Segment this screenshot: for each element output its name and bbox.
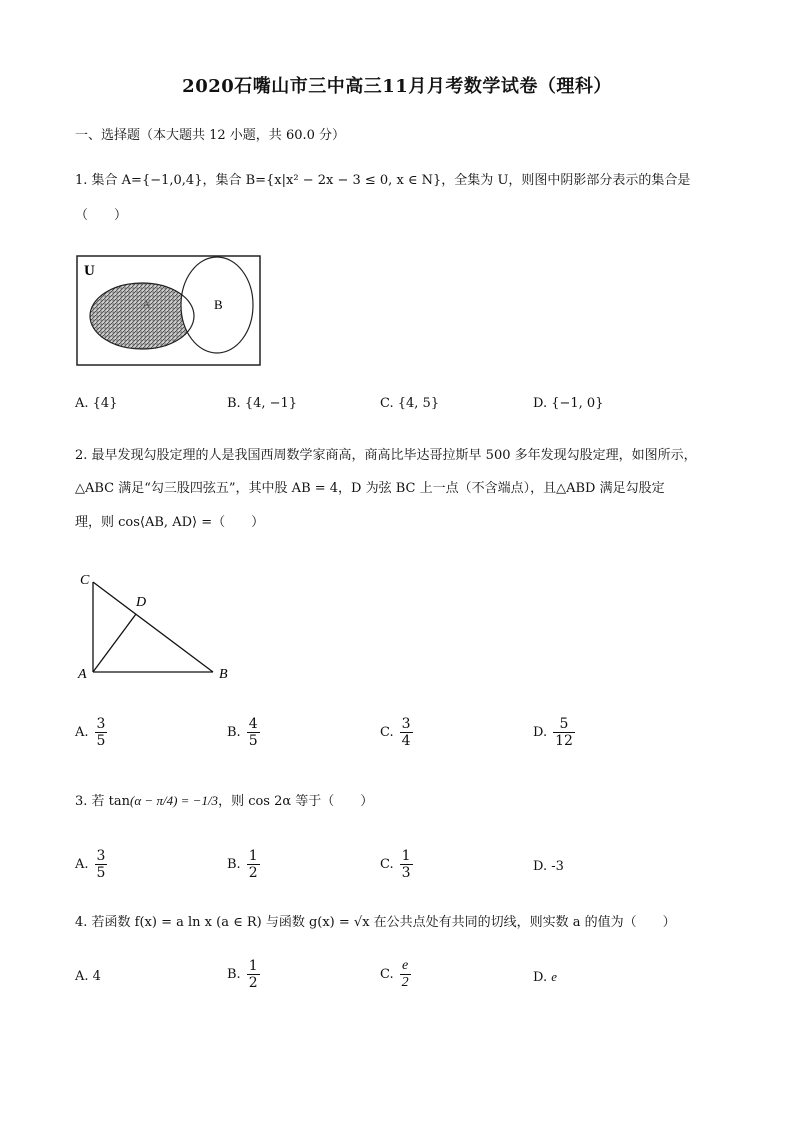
question-2-line-2: △ABC 满足“勾三股四弦五”，其中股 AB = 4，D 为弦 BC 上一点（不含端点），且△ABD 满足勾股定 — [75, 481, 665, 496]
q2-option-d: D. $\frac{5}{12}$ — [533, 716, 573, 749]
q1-option-d: D. {−1, 0} — [533, 396, 604, 411]
question-4-text: 4. 若函数 f(x) = a ln x (a ∈ R) 与函数 g(x) = √x 在公共点处有共同的切线，则实数 a 的值为（ ） — [75, 915, 676, 930]
q3-option-d: D. -3 — [533, 859, 564, 874]
q2-option-c: C. $\frac{3}{4}$ — [380, 716, 411, 749]
q3-option-a: A. $\frac{3}{5}$ — [75, 848, 106, 881]
side-cb — [93, 582, 213, 672]
question-2-line-3: 理，则 cos⟨AB, AD⟩ =（ ） — [75, 515, 265, 530]
q1-option-c: C. {4, 5} — [380, 396, 440, 411]
q2-option-a: A. $\frac{3}{5}$ — [75, 716, 106, 749]
q3-option-b: B. $\frac{1}{2}$ — [227, 848, 258, 881]
label-a: A — [78, 667, 87, 682]
venn-label-a: A — [142, 297, 151, 311]
q4-option-b: B. $\frac{1}{2}$ — [227, 958, 258, 991]
question-2-line-1: 2. 最早发现勾股定理的人是我国西周数学家商高，商高比毕达哥拉斯早 500 多年发现勾股定理，如图所示， — [75, 448, 697, 463]
label-d: D — [136, 595, 147, 610]
label-b: B — [219, 667, 228, 682]
section-heading: 一、选择题（本大题共 12 小题，共 60.0 分） — [75, 128, 346, 143]
q1-option-b: B. {4, −1} — [227, 396, 298, 411]
venn-diagram — [76, 255, 262, 367]
page-title: 2020石嘴山市三中高三11月月考数学试卷（理科） — [182, 76, 612, 97]
question-3-expression: (α − π/4) = −1/3 — [130, 793, 219, 808]
triangle-diagram — [74, 568, 244, 686]
segment-ad — [93, 614, 136, 672]
venn-label-b: B — [214, 297, 223, 312]
q2-option-b: B. $\frac{4}{5}$ — [227, 716, 258, 749]
q4-option-c: C. $\frac{e}{2}$ — [380, 958, 409, 990]
q1-option-a: A. {4} — [75, 396, 118, 411]
question-1-text: 1. 集合 A={−1,0,4}，集合 B={x|x² − 2x − 3 ≤ 0, x ∈ N}，全集为 U，则图中阴影部分表示的集合是 — [75, 173, 691, 188]
venn-label-u: U — [84, 263, 95, 279]
question-3-text: 3. 若 tan(α − π/4) = −1/3，则 cos 2α 等于（ ） — [75, 793, 374, 809]
label-c: C — [80, 573, 90, 588]
q4-option-d: D. e — [533, 969, 558, 985]
q4-option-a: A. 4 — [75, 969, 101, 984]
question-1-bracket: （ ） — [75, 208, 128, 223]
q3-option-c: C. $\frac{1}{3}$ — [380, 848, 411, 881]
